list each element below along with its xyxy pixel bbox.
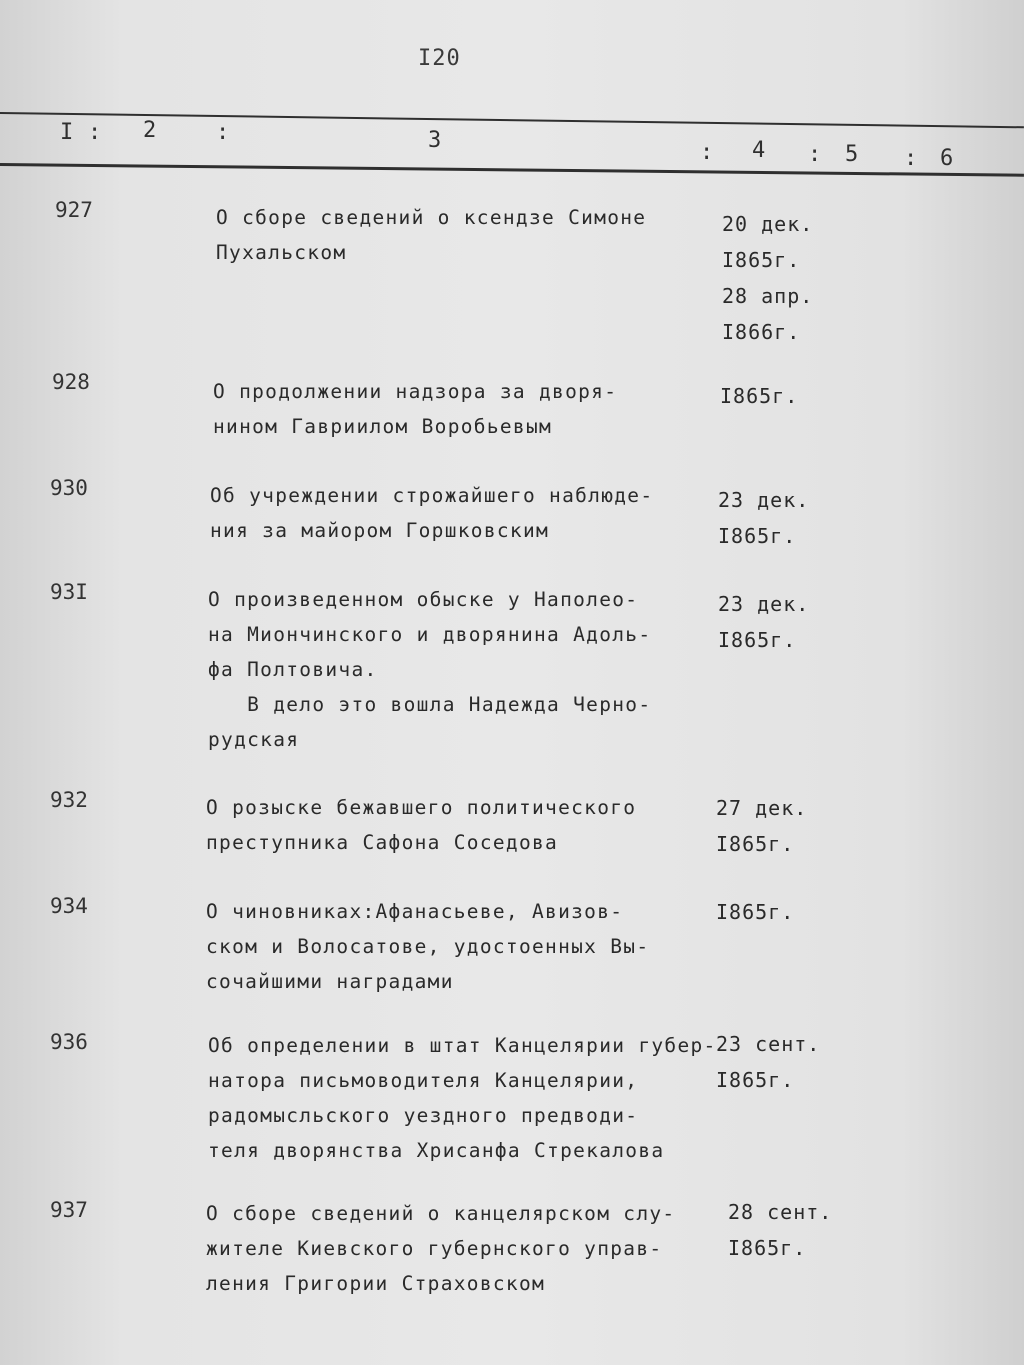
column-header-1: I xyxy=(60,120,74,145)
entry-title: О сборе сведений о ксендзе Симоне Пухальском xyxy=(216,206,647,264)
entry-date: 27 дек. I865г. xyxy=(716,796,808,856)
entry-title: О сборе сведений о канцелярском слу- жителе Киевского губернского управ- ления Григории Страховском xyxy=(206,1202,676,1295)
column-separator: : xyxy=(88,120,102,145)
entry-number: 932 xyxy=(50,788,88,812)
column-separator: : xyxy=(904,146,918,171)
column-separator: : xyxy=(808,142,822,167)
column-separator: : xyxy=(700,140,714,165)
entry-title: О продолжении надзора за дворя- нином Гавриилом Воробьевым xyxy=(213,380,618,438)
entry-date: 23 дек. I865г. xyxy=(718,592,810,652)
column-header-6: 6 xyxy=(940,146,954,171)
header-rule-bottom xyxy=(0,163,1024,177)
column-header-4: 4 xyxy=(752,138,766,163)
entry-date: 20 дек. I865г. 28 апр. I866г. xyxy=(722,212,814,344)
entry-number: 934 xyxy=(50,894,88,918)
entry-date: I865г. xyxy=(720,384,799,408)
entry-date: 28 сент. I865г. xyxy=(728,1200,833,1260)
entry-date: I865г. xyxy=(716,900,795,924)
entry-number: 93I xyxy=(50,580,88,604)
column-separator: : xyxy=(216,120,230,145)
entry-number: 930 xyxy=(50,476,88,500)
entry-number: 936 xyxy=(50,1030,88,1054)
column-header-5: 5 xyxy=(845,142,859,167)
entry-title: Об определении в штат Канцелярии губер- натора письмоводителя Канцелярии, радомысльского уездного предводи- теля дворянства Хрисанфа Стрекалова xyxy=(208,1034,717,1162)
entry-title: О произведенном обыске у Наполео- на Миончинского и дворянина Адоль- фа Полтовича. В дело это вошла Надежда Черно- рудская xyxy=(208,588,652,751)
entry-title: О розыске бежавшего политического преступника Сафона Соседова xyxy=(206,796,637,854)
column-header-3: 3 xyxy=(428,128,442,153)
entry-number: 928 xyxy=(52,370,90,394)
entry-date: 23 дек. I865г. xyxy=(718,488,810,548)
entry-date: 23 сент. I865г. xyxy=(716,1032,821,1092)
column-header-2: 2 xyxy=(143,118,157,143)
entry-title: О чиновниках:Афанасьеве, Авизов- ском и Волосатове, удостоенных Вы- сочайшими наградами xyxy=(206,900,650,993)
page-number: I20 xyxy=(418,46,461,71)
entry-number: 927 xyxy=(55,198,93,222)
entry-number: 937 xyxy=(50,1198,88,1222)
entry-title: Об учреждении строжайшего наблюде- ния за майором Горшковским xyxy=(210,484,654,542)
